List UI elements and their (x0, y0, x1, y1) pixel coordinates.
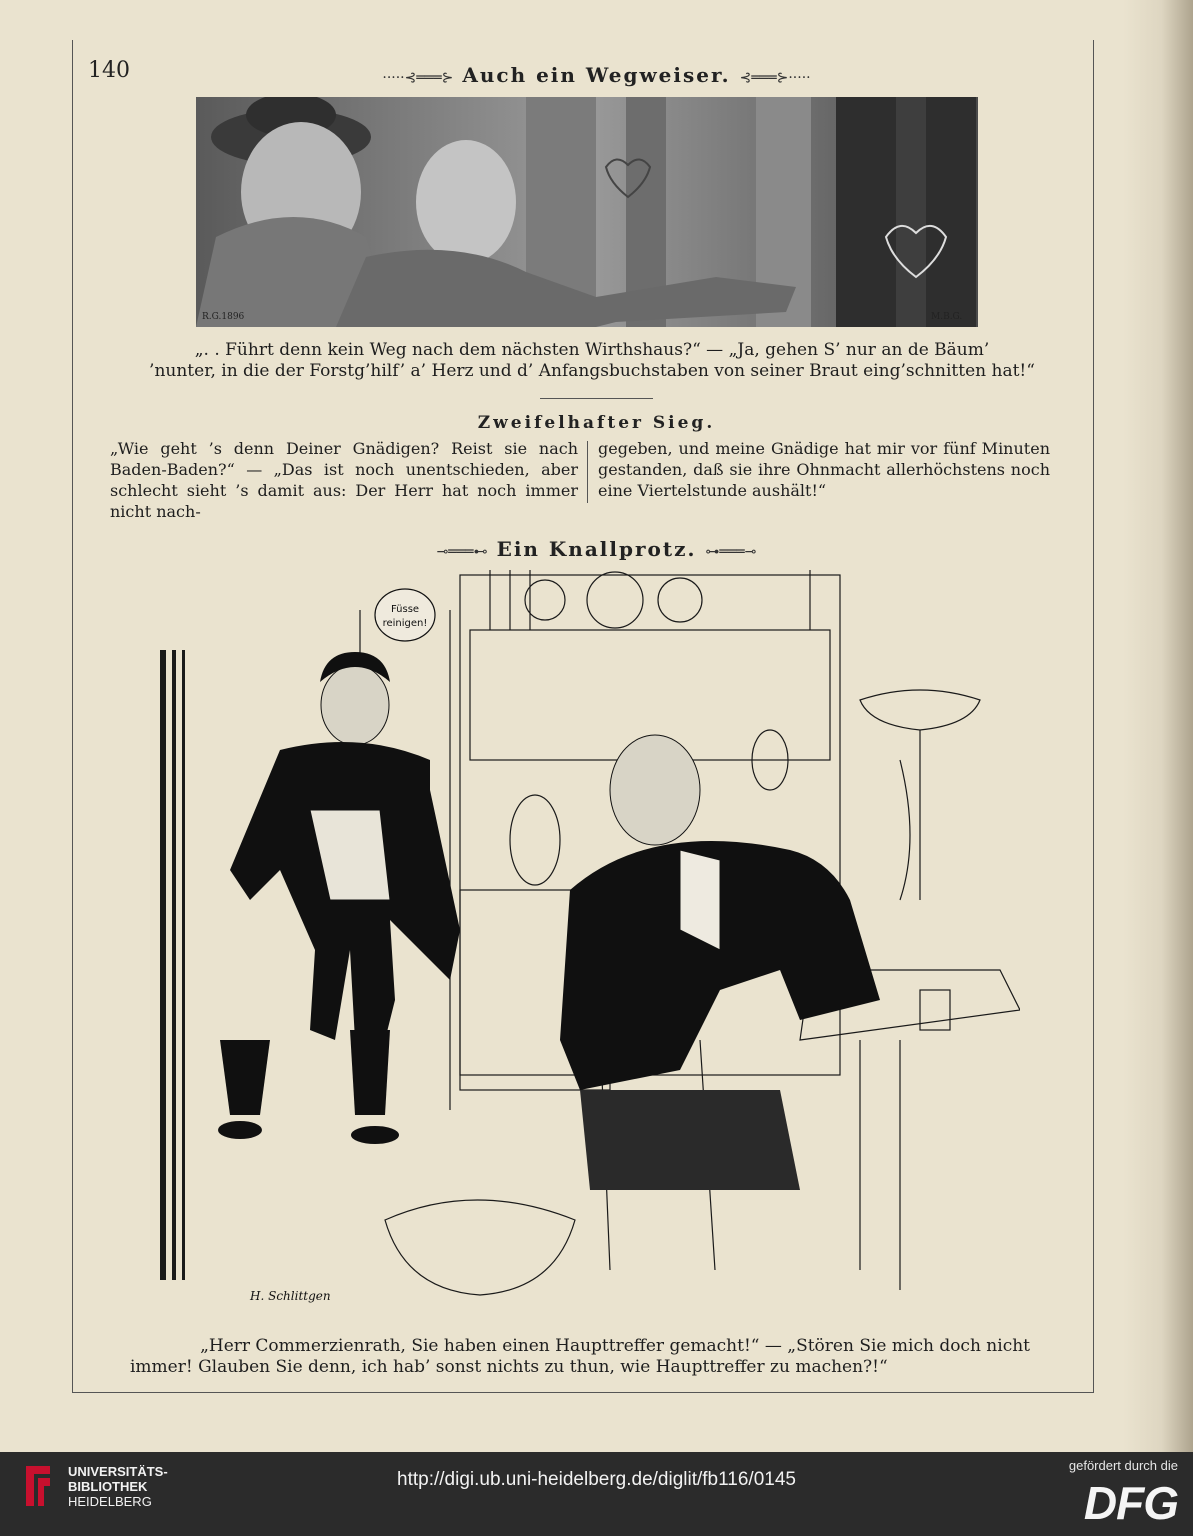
zweifel-title: Zweifelhafter Sieg. (477, 413, 716, 433)
knallprotz-illustration (160, 570, 1020, 1315)
zweifel-right-column: gegeben, und meine Gnädige hat mir vor fünf Minuten gestanden, daß sie ihre Ohnmacht allerhöchstens noch eine Viertelstunde aushält!“ (598, 439, 1050, 500)
permalink-url[interactable]: http://digi.ub.uni-heidelberg.de/diglit/fb116/0145 (397, 1469, 796, 1490)
knallprotz-title: Ein Knallprotz. (496, 537, 697, 561)
forest-illustration-drawing (196, 97, 978, 327)
knallprotz-caption (130, 1336, 1030, 1378)
header-ornament-left: ·····⊰═══⊱ (382, 70, 454, 86)
knallprotz-illustration-drawing (160, 570, 1020, 1315)
header-title-block (0, 63, 1193, 87)
institution-line2: BIBLIOTHEK (68, 1479, 148, 1494)
header-ornament-right: ⊰═══⊱····· (739, 70, 811, 86)
page-edge-shadow (1123, 0, 1193, 1452)
institution-line1: UNIVERSITÄTS- (68, 1464, 168, 1479)
forest-caption-line1: „. . Führt denn kein Weg nach dem nächsten Wirthshaus?“ — „Ja, gehen S’ nur an de Bäum’ (194, 340, 990, 360)
artist-signature: H. Schlittgen (250, 1289, 331, 1303)
forest-signature-left: R.G.1896 (202, 312, 245, 322)
column-divider (587, 441, 588, 503)
door-sign-line1: Füsse (390, 604, 420, 615)
knallprotz-ornament-right: ⊶═══⊸ (705, 544, 757, 560)
door-sign-line2: reinigen! (382, 618, 428, 629)
dfg-logo[interactable]: DFG (1083, 1477, 1178, 1529)
knallprotz-caption-line1: „Herr Commerzienrath, Sie haben einen Haupttreffer gemacht!“ — „Stören Sie mich doch nicht (200, 1336, 1030, 1356)
forest-caption-line2: ’nunter, in die der Forstg’hilf’ a’ Herz und d’ Anfangsbuchstaben von seiner Braut eing’schnitten hat!“ (149, 361, 1035, 381)
funded-by-label: gefördert durch die (1068, 1458, 1178, 1473)
section-rule (540, 398, 653, 399)
header-title: Auch ein Wegweiser. (462, 63, 731, 87)
door-sign (375, 589, 435, 641)
institution-line3: HEIDELBERG (68, 1494, 152, 1509)
knallprotz-title-block (0, 537, 1193, 561)
knallprotz-caption-line2: immer! Glauben Sie denn, ich hab’ sonst nichts zu thun, wie Haupttreffer zu machen?!“ (130, 1357, 888, 1377)
knallprotz-ornament-left: ⊸═══⊷ (436, 544, 488, 560)
forest-signature-right: M.B.G. (931, 312, 963, 322)
page-number: 140 (88, 58, 130, 83)
zweifel-left-column: „Wie geht ’s denn Deiner Gnädigen? Reist sie nach Baden-Baden?“ — „Das ist noch unentschieden, aber schlecht sieht ’s damit aus: Der Herr hat noch immer nicht nach- (110, 439, 578, 521)
forest-caption (112, 340, 1072, 382)
forest-illustration (196, 97, 978, 327)
